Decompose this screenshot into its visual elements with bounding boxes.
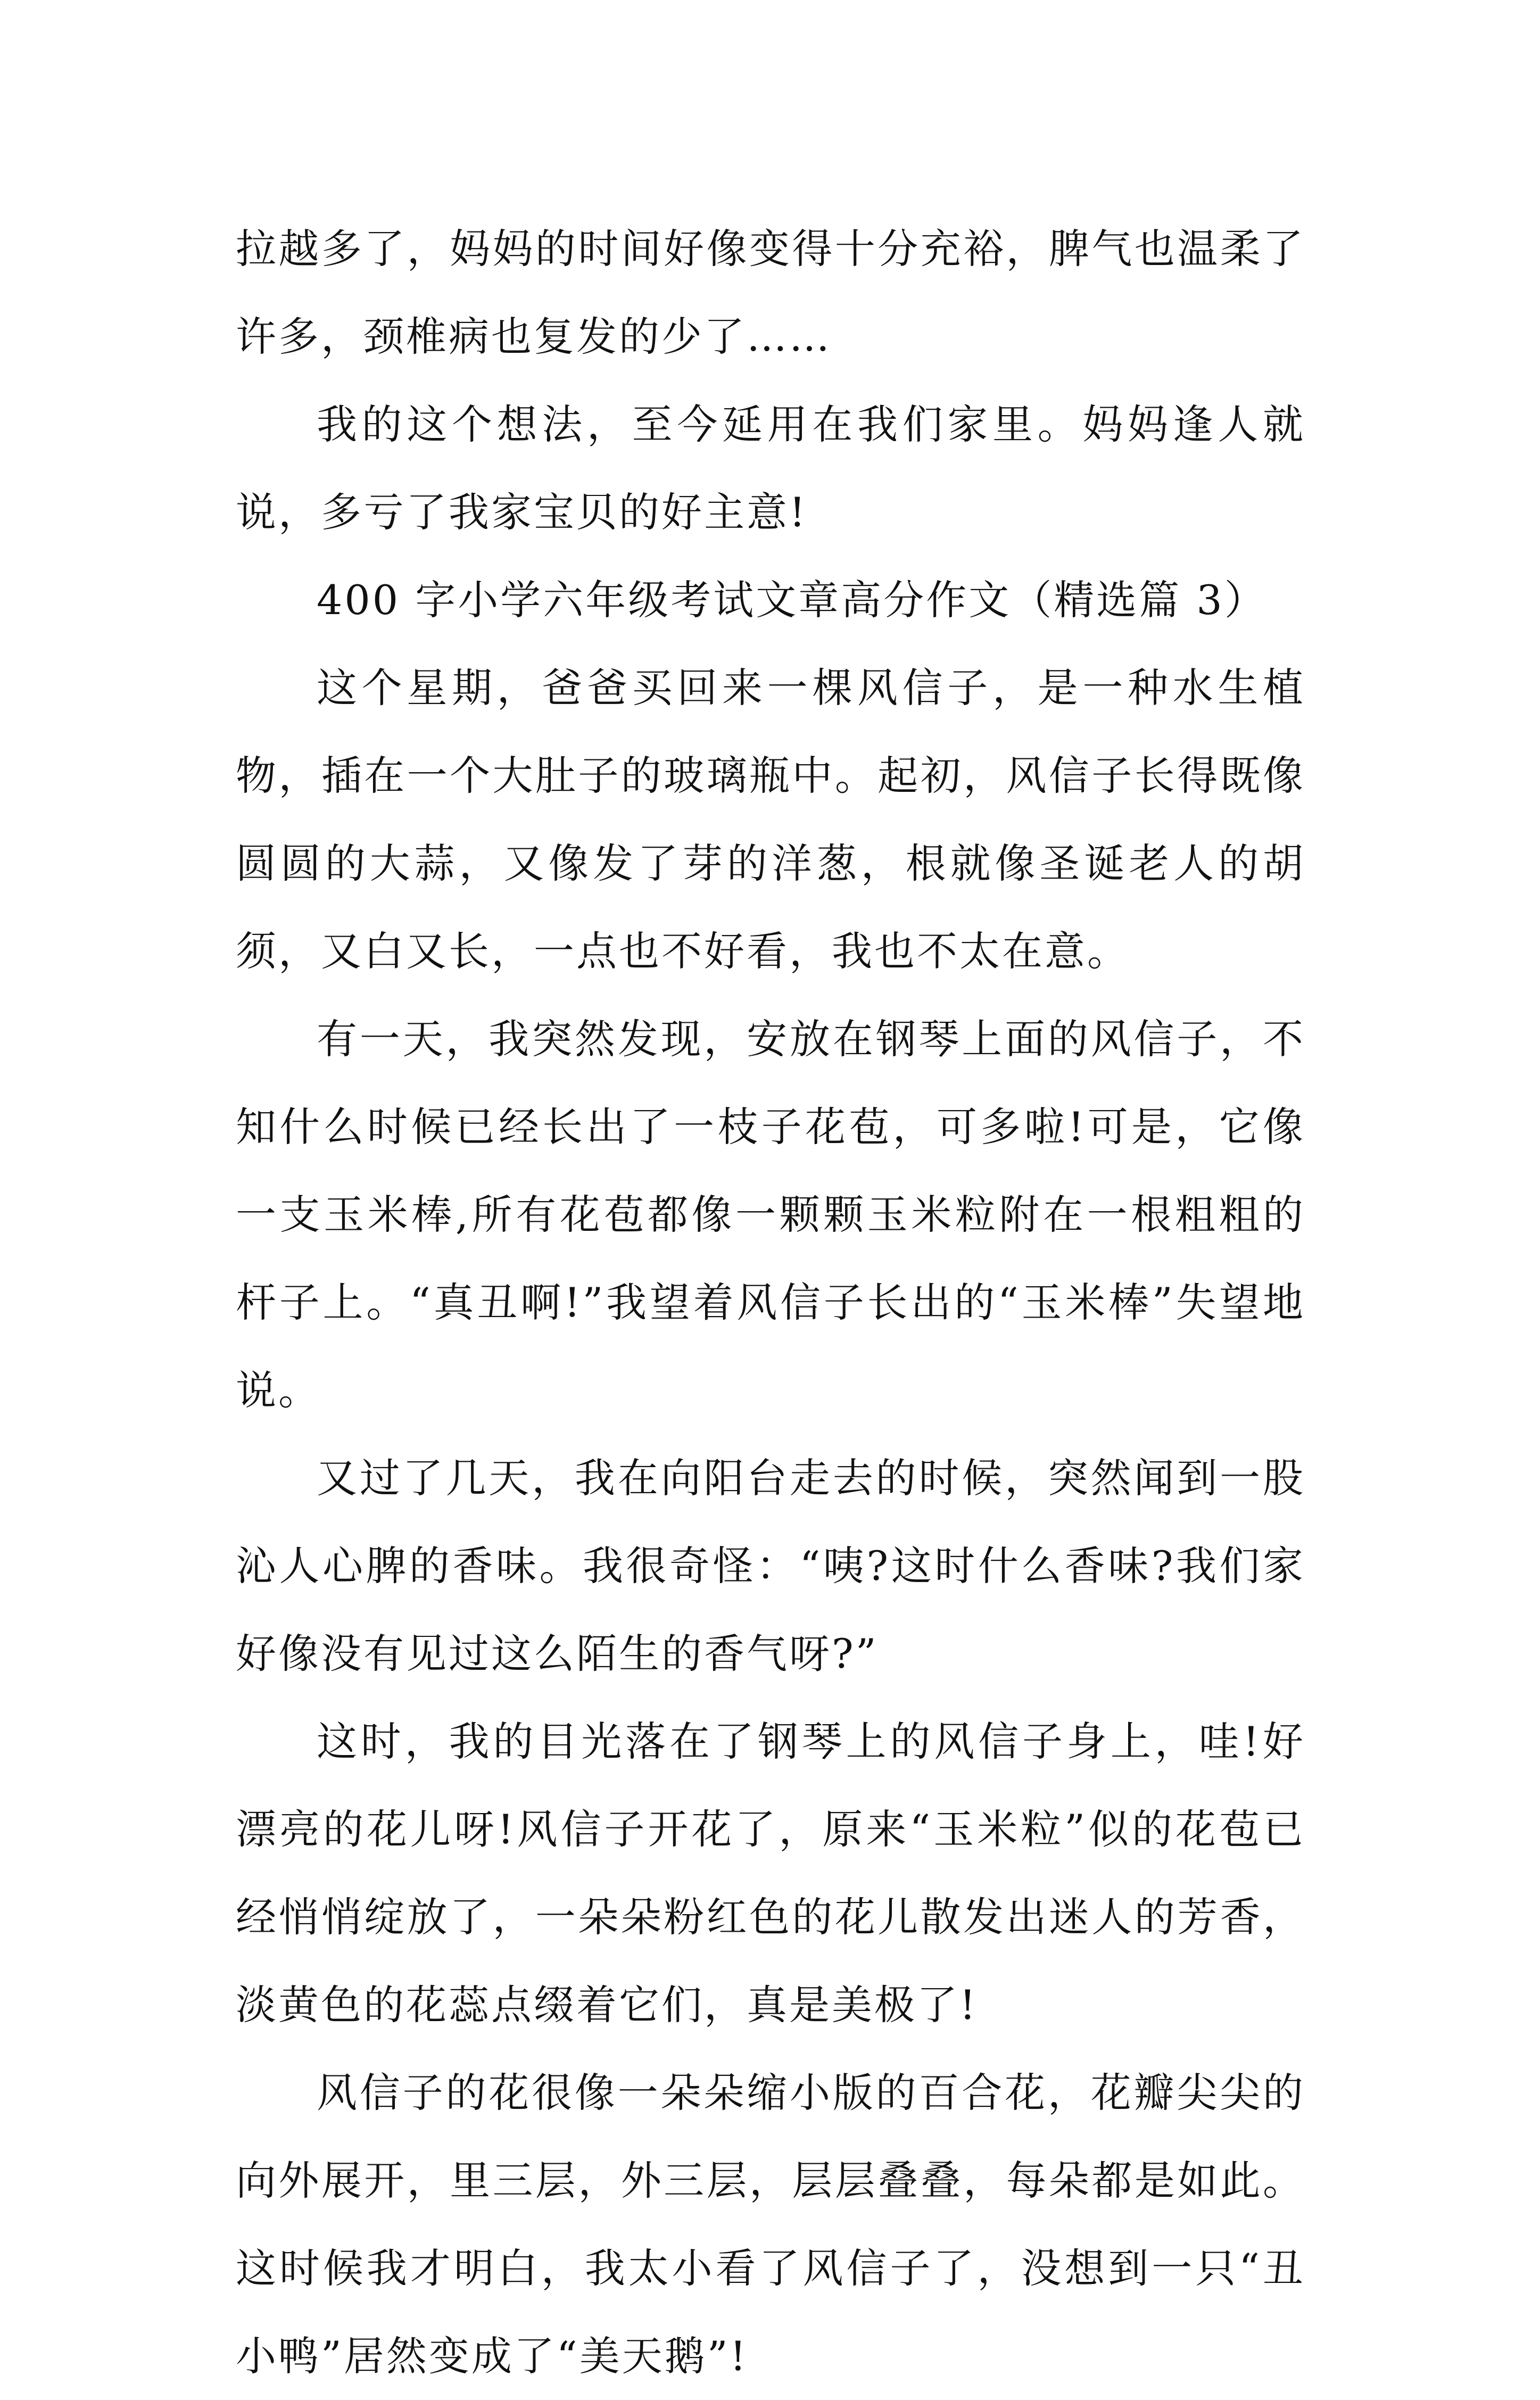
- document-body: [236, 205, 1305, 2400]
- section-heading: 400 字小学六年级考试文章高分作文（精选篇 3）: [317, 576, 1267, 624]
- paragraph-continuation: 拉越多了，妈妈的时间好像变得十分充裕，脾气也温柔了许多，颈椎病也复发的少了……: [236, 225, 1305, 360]
- paragraph: 这个星期，爸爸买回来一棵风信子，是一种水生植物，插在一个大肚子的玻璃瓶中。起初，风信子长得既像圆圆的大蒜，又像发了芽的洋葱，根就像圣诞老人的胡须，又白又长，一点也不好看，我也不太在意。: [236, 664, 1305, 975]
- paragraph: 风信子的花很像一朵朵缩小版的百合花，花瓣尖尖的向外展开，里三层，外三层，层层叠叠，每朵都是如此。这时候我才明白，我太小看了风信子了，没想到一只“丑小鸭”居然变成了“美天鹅”!: [236, 2069, 1305, 2380]
- paragraph: 这时，我的目光落在了钢琴上的风信子身上，哇!好漂亮的花儿呀!风信子开花了，原来“玉米粒”似的花苞已经悄悄绽放了，一朵朵粉红色的花儿散发出迷人的芳香，淡黄色的花蕊点缀着它们，真是美极了!: [236, 1718, 1305, 2029]
- paragraph: 我的这个想法，至今延用在我们家里。妈妈逢人就说，多亏了我家宝贝的好主意!: [236, 401, 1305, 536]
- paragraph: 又过了几天，我在向阳台走去的时候，突然闻到一股沁人心脾的香味。我很奇怪：“咦?这时什么香味?我们家好像没有见过这么陌生的香气呀?”: [236, 1454, 1305, 1677]
- paragraph: 有一天，我突然发现，安放在钢琴上面的风信子，不知什么时候已经长出了一枝子花苞，可多啦!可是，它像一支玉米棒,所有花苞都像一颗颗玉米粒附在一根粗粗的杆子上。“真丑啊!”我望着风信子长出的“玉米棒”失望地说。: [236, 1015, 1305, 1414]
